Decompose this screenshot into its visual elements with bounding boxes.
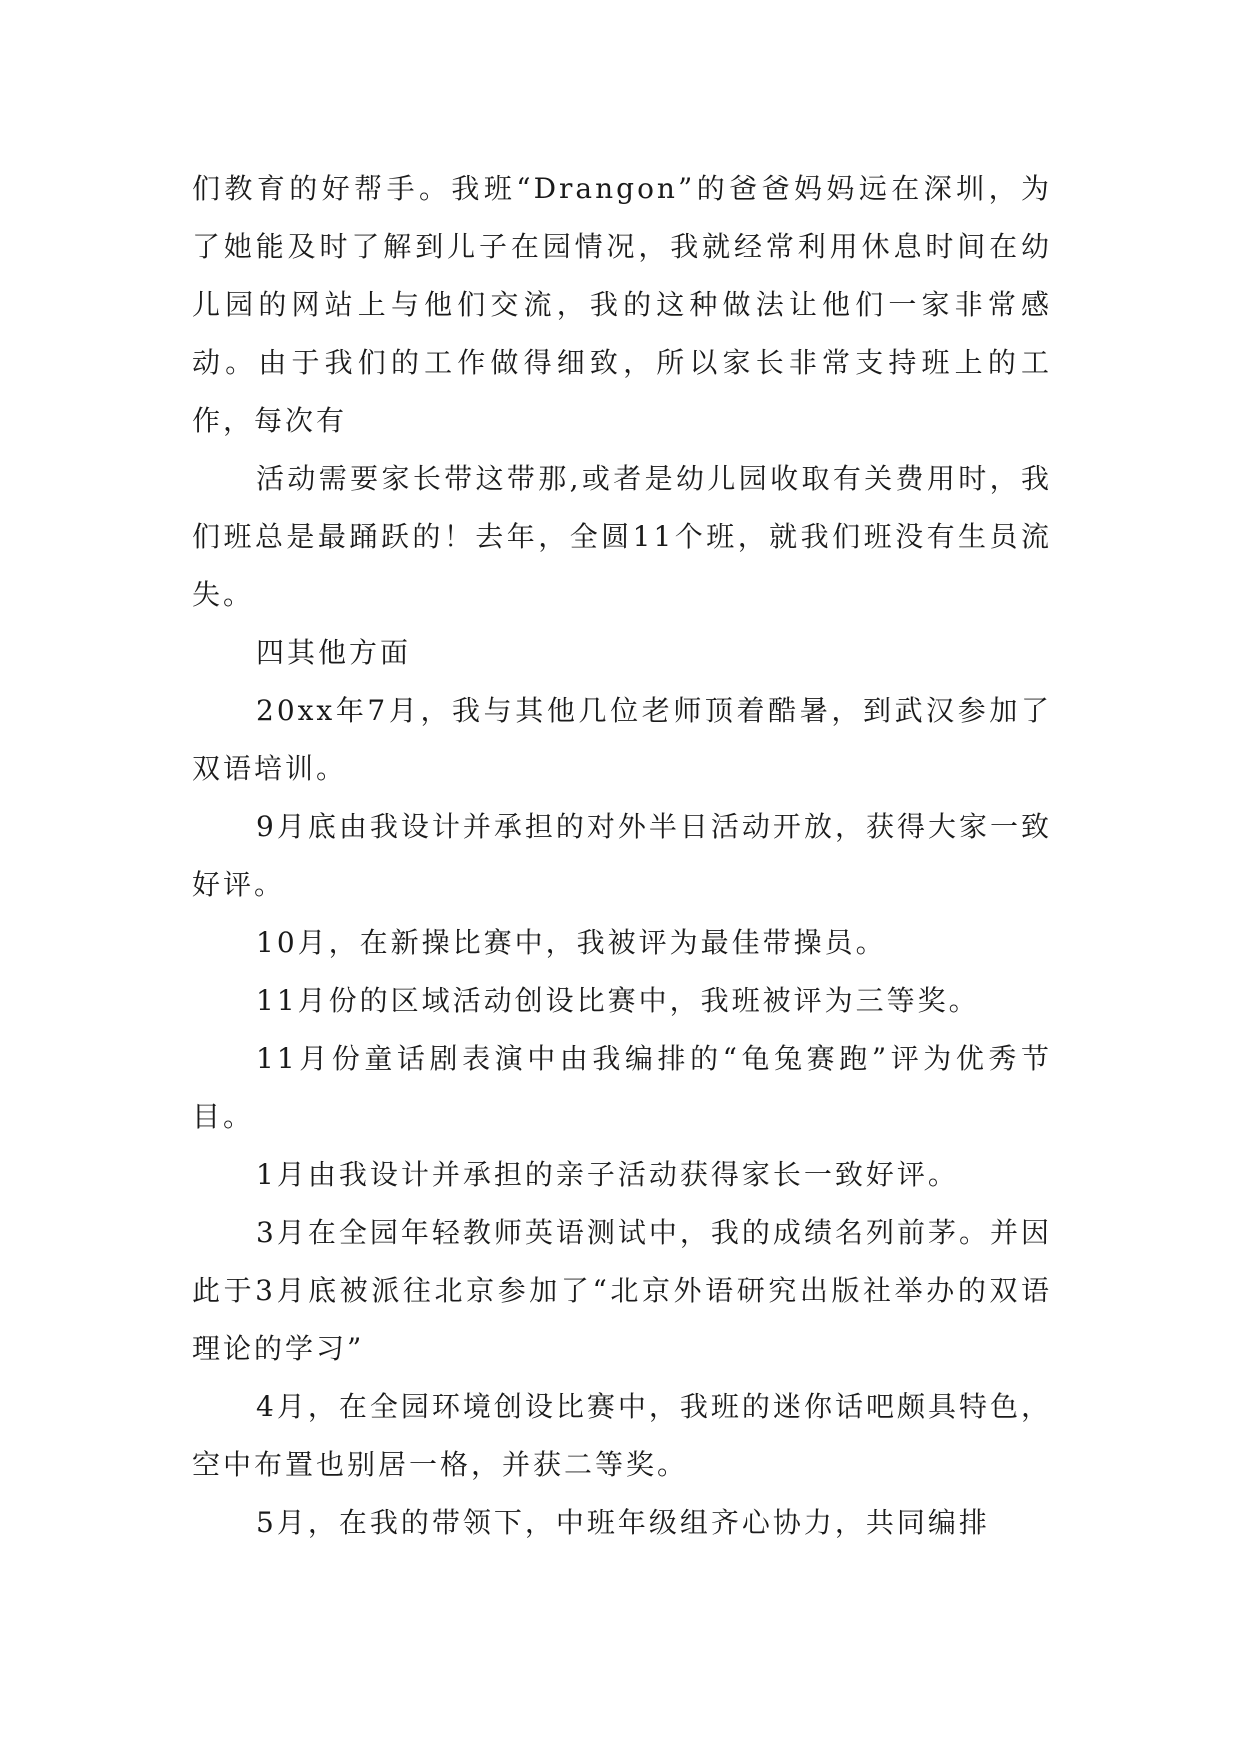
paragraph-8: 11月份童话剧表演中由我编排的“龟兔赛跑”评为优秀节目。 <box>192 1042 1052 1133</box>
paragraph-6: 10月，在新操比赛中，我被评为最佳带操员。 <box>256 926 887 959</box>
paragraph-7: 11月份的区域活动创设比赛中，我班被评为三等奖。 <box>256 984 980 1017</box>
document-body <box>192 160 1052 1552</box>
paragraph-2: 活动需要家长带这带那,或者是幼儿园收取有关费用时，我们班总是最踊跃的！去年，全圆11个班，就我们班没有生员流失。 <box>192 462 1052 611</box>
paragraph-1: 们教育的好帮手。我班“Drangon”的爸爸妈妈远在深圳，为了她能及时了解到儿子在园情况，我就经常利用休息时间在幼儿园的网站上与他们交流，我的这种做法让他们一家非常感动。由于我们的工作做得细致，所以家长非常支持班上的工作，每次有 <box>192 172 1052 437</box>
paragraph-4: 20xx年7月，我与其他几位老师顶着酷暑，到武汉参加了双语培训。 <box>192 694 1052 785</box>
paragraph-5: 9月底由我设计并承担的对外半日活动开放，获得大家一致好评。 <box>192 810 1052 901</box>
paragraph-11: 4月，在全园环境创设比赛中，我班的迷你话吧颇具特色，空中布置也别居一格，并获二等奖。 <box>192 1390 1052 1481</box>
paragraph-10: 3月在全园年轻教师英语测试中，我的成绩名列前茅。并因此于3月底被派往北京参加了“北京外语研究出版社举办的双语理论的学习” <box>192 1216 1052 1365</box>
paragraph-12: 5月，在我的带领下，中班年级组齐心协力，共同编排 <box>256 1506 990 1539</box>
section-heading: 四其他方面 <box>256 636 412 669</box>
paragraph-9: 1月由我设计并承担的亲子活动获得家长一致好评。 <box>256 1158 959 1191</box>
